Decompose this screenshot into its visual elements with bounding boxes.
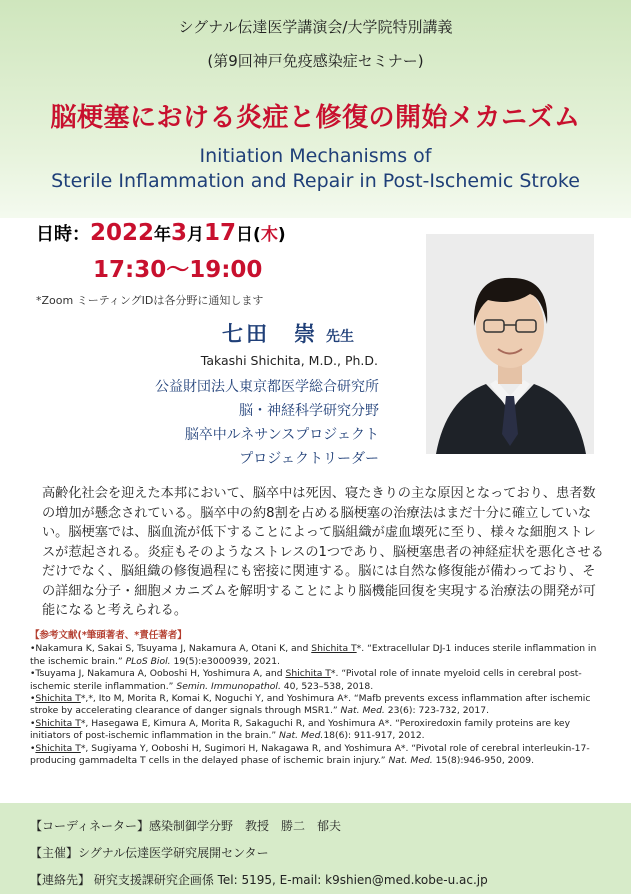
reference-pre: •	[30, 742, 36, 754]
time-range: 17:30～19:00	[93, 257, 263, 283]
reference-pre: •Nakamura K, Sakai S, Tsuyama J, Nakamura A, Otani K, and	[30, 643, 312, 655]
reference-item	[30, 668, 605, 693]
speaker-name	[222, 318, 354, 348]
reference-mid: *, Hasegawa E, Kimura A, Morita R, Sakaguchi R, and Yoshimura A*. “Peroxiredoxin family proteins are key initiators of post-ischemic inflammation in the brain.”	[30, 717, 571, 742]
speaker-photo	[426, 234, 594, 454]
speaker-affiliation-4: プロジェクトリーダー	[239, 451, 379, 467]
reference-mid: *,*, Ito M, Morita R, Komai K, Noguchi Y, and Yoshimura A*. “Mafb prevents excess inflammation after ischemic stroke by accelerating clearance of danger signals through MSR1.”	[30, 693, 591, 717]
reference-pre: •	[30, 717, 36, 729]
footer-coordinator: 【コーディネーター】感染制御学分野 教授 勝二 郁夫	[30, 819, 342, 833]
reference-mid: *, Sugiyama Y, Ooboshi H, Sugimori H, Nakagawa R, and Yoshimura A*. “Pivotal role of cerebral interleukin-17-producing gammadelta T cells in the delayed phase of ischemic brain injury.”	[30, 742, 590, 767]
footer-organizer: 【主催】シグナル伝達医学研究展開センター	[30, 846, 269, 860]
date-month-unit: 月	[187, 225, 205, 245]
reference-journal: Nat. Med.	[340, 705, 385, 717]
reference-post: 18(6): 911-917, 2012.	[323, 730, 425, 742]
reference-journal: Nat. Med.	[388, 755, 433, 767]
footer-band	[0, 803, 631, 894]
reference-u: Shichita T	[35, 717, 81, 729]
reference-pre: •	[30, 693, 36, 705]
reference-post: 15(8):946-950, 2009.	[432, 755, 534, 767]
reference-journal: Semin. Immunopathol.	[176, 680, 281, 692]
reference-item	[30, 643, 605, 668]
date-year: 2022	[90, 220, 155, 246]
speaker-name-text: 七田 崇	[222, 322, 318, 346]
speaker-name-english: Takashi Shichita, M.D., Ph.D.	[200, 353, 378, 368]
reference-mid: *. “Extracellular DJ-1 induces sterile inflammation in the ischemic brain.”	[30, 643, 597, 667]
title-english-line-2: Sterile Inflammation and Repair in Post-Ischemic Stroke	[51, 170, 580, 192]
reference-post: 40, 523–538, 2018.	[280, 680, 374, 692]
reference-item	[30, 718, 605, 743]
date-month: 3	[171, 220, 188, 246]
date-weekday: (木)	[253, 225, 286, 245]
reference-u: Shichita T	[285, 668, 331, 680]
title-japanese: 脳梗塞における炎症と修復の開始メカニズム	[50, 103, 581, 133]
references	[30, 630, 605, 767]
speaker-portrait-icon	[426, 234, 594, 454]
speaker-honorific: 先生	[326, 329, 354, 345]
reference-list	[30, 643, 605, 767]
speaker-affiliation-1: 公益財団法人東京都医学総合研究所	[155, 379, 379, 395]
reference-u: Shichita T	[311, 643, 357, 655]
reference-pre: •Tsuyama J, Nakamura A, Ooboshi H, Yoshimura A, and	[30, 668, 286, 680]
date-year-unit: 年	[154, 225, 172, 245]
reference-journal: PLoS Biol.	[125, 655, 171, 667]
date-line	[36, 220, 286, 246]
seminar-line: (第9回神戸免疫感染症セミナー)	[207, 52, 424, 70]
footer-contact: 【連絡先】 研究支援課研究企画係 Tel: 5195, E-mail: k9shien@med.kobe-u.ac.jp	[30, 873, 488, 887]
reference-u: Shichita T	[35, 693, 81, 705]
references-heading: 【参考文献(*筆頭著者、*責任著者】	[30, 630, 187, 641]
speaker-affiliation-2: 脳・神経科学研究分野	[239, 403, 379, 419]
speaker-affiliation-3: 脳卒中ルネサンスプロジェクト	[184, 427, 379, 443]
reference-item	[30, 693, 605, 718]
title-english-line-1: Initiation Mechanisms of	[199, 145, 432, 167]
reference-post: 23(6): 723-732, 2017.	[384, 705, 489, 717]
organizer-line: シグナル伝達医学講演会/大学院特別講義	[178, 18, 453, 36]
reference-u: Shichita T	[35, 742, 81, 754]
zoom-note: *Zoom ミーティングIDは各分野に通知します	[36, 294, 264, 307]
reference-journal: Nat. Med.	[279, 730, 324, 742]
abstract-text: 高齢化社会を迎えた本邦において、脳卒中は死因、寝たきりの主な原因となっており、患者数の増加が懸念されている。脳卒中の約8割を占める脳梗塞の治療法はまだ十分に確立していない。脳梗塞では、脳血流が低下することによって脳組織が虚血壊死に至り、様々な細胞ストレスが惹起される。炎症もそのようなストレスの1つであり、脳梗塞患者の神経症状を悪化させるだけでなく、脳組織の修復過程にも密接に関連する。脳には自然な修復能が備わっており、その詳細な分子・細胞メカニズムを解明することにより脳機能回復を実現する治療法の開発が可能になると考えられる。	[42, 486, 604, 618]
reference-mid: *. “Pivotal role of innate myeloid cells in cerebral post-ischemic sterile inflammation.”	[30, 668, 582, 692]
reference-item	[30, 743, 605, 768]
date-day: 17	[204, 220, 237, 246]
date-label: 日時：	[36, 224, 90, 245]
reference-post: 19(5):e3000939, 2021.	[170, 655, 280, 667]
date-day-unit: 日	[236, 225, 254, 245]
header-band	[0, 0, 631, 218]
